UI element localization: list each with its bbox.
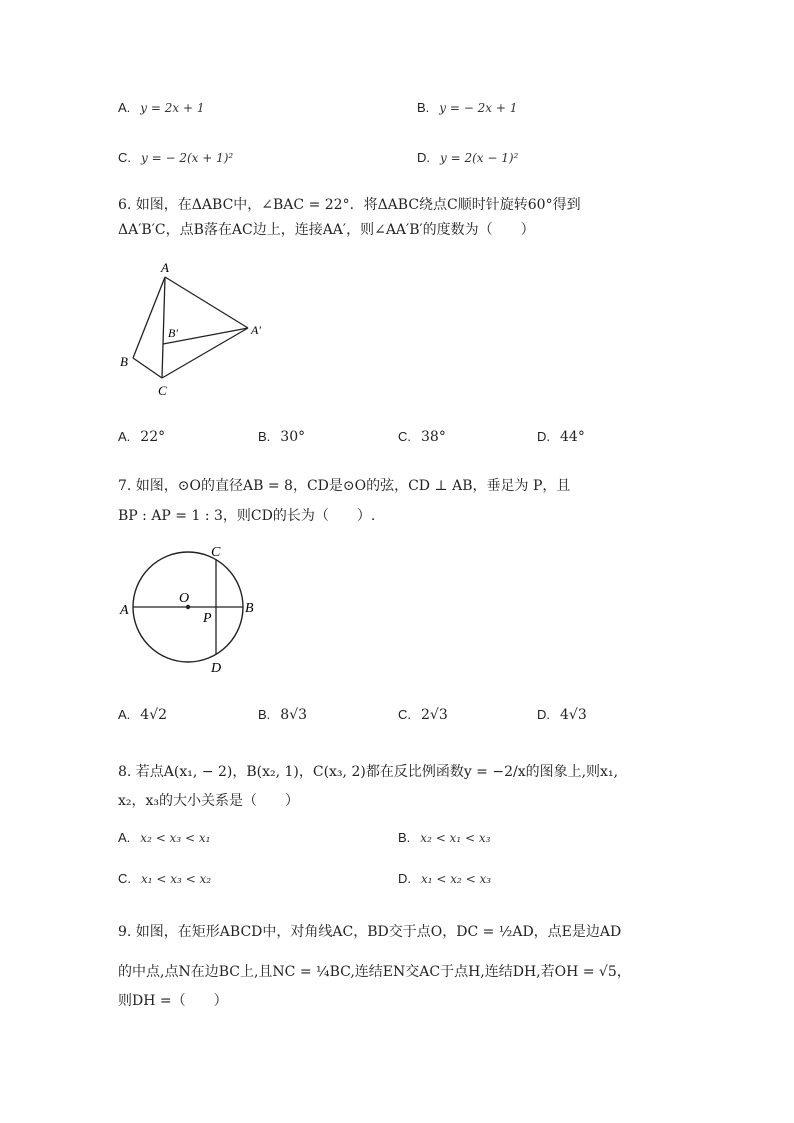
option-label: D. — [537, 429, 550, 444]
option-label: B. — [398, 830, 411, 845]
label-o: O — [179, 591, 190, 606]
q6-option-c[interactable] — [398, 427, 446, 447]
q7-option-d[interactable] — [537, 705, 587, 725]
label-c: C — [158, 383, 167, 398]
option-label: C. — [398, 707, 411, 722]
q7-option-b[interactable] — [258, 705, 307, 725]
option-text: x₁ < x₂ < x₃ — [421, 872, 492, 886]
q5-option-b[interactable] — [417, 98, 517, 118]
option-text: 44° — [560, 429, 585, 445]
q6-option-a[interactable] — [118, 427, 165, 447]
segment-ac — [162, 277, 165, 378]
label-c: C — [211, 545, 221, 560]
q9-stem-line2: 的中点,点N在边BC上,且NC = ¼BC,连结EN交AC于点H,连结DH,若OH = √5， — [118, 964, 631, 980]
q7-figure — [115, 540, 275, 680]
segment-bc — [133, 358, 162, 378]
q8-option-d[interactable] — [398, 869, 491, 889]
option-text: y = − 2(x + 1)² — [141, 151, 234, 165]
q6-figure — [112, 258, 282, 403]
option-label: C. — [118, 871, 131, 886]
q6-option-d[interactable] — [537, 427, 585, 447]
option-label: D. — [417, 150, 430, 165]
option-text: 30° — [280, 429, 306, 445]
q8-option-b[interactable] — [398, 828, 490, 848]
q7-stem-line1: 7. 如图，⊙O的直径AB = 8，CD是⊙O的弦，CD ⊥ AB，垂足为 P，且 — [118, 478, 571, 494]
option-text: x₂ < x₁ < x₃ — [420, 831, 491, 845]
q5-option-c[interactable] — [118, 148, 233, 168]
option-text: y = − 2x + 1 — [439, 101, 518, 115]
option-text: 22° — [140, 429, 166, 445]
option-text: 4√3 — [560, 707, 587, 723]
q6-option-b[interactable] — [258, 427, 305, 447]
q7-option-a[interactable] — [118, 705, 167, 725]
q7-option-c[interactable] — [398, 705, 448, 725]
q5-option-d[interactable] — [417, 148, 518, 168]
label-a: A — [161, 260, 169, 275]
label-a-prime: A′ — [251, 323, 261, 337]
label-d: D — [211, 661, 222, 676]
q6-stem-line2: ΔA′B′C，点B落在AC边上，连接AA′，则∠AA′B′的度数为（ ） — [118, 222, 535, 238]
option-label: D. — [537, 707, 550, 722]
label-a: A — [120, 603, 129, 618]
label-p: P — [203, 611, 212, 626]
option-text: y = 2(x − 1)² — [440, 151, 519, 165]
q6-stem-line1: 6. 如图，在ΔABC中，∠BAC = 22°．将ΔABC绕点C顺时针旋转60°得到 — [118, 197, 581, 213]
option-label: C. — [118, 150, 131, 165]
option-label: C. — [398, 429, 411, 444]
option-text: 8√3 — [280, 707, 308, 723]
option-text: x₂ < x₃ < x₁ — [140, 831, 211, 845]
option-label: A. — [118, 707, 131, 722]
label-b-prime: B′ — [168, 326, 178, 340]
label-b: B — [120, 354, 128, 369]
option-text: y = 2x + 1 — [140, 101, 205, 115]
option-label: A. — [118, 429, 131, 444]
q8-option-a[interactable] — [118, 828, 210, 848]
segment-ab — [133, 277, 165, 358]
q7-stem-line2: BP : AP = 1 : 3，则CD的长为（ ）. — [118, 508, 376, 524]
option-label: A. — [118, 100, 131, 115]
option-label: B. — [258, 707, 271, 722]
option-text: x₁ < x₃ < x₂ — [141, 872, 212, 886]
label-b: B — [245, 601, 254, 616]
option-label: B. — [258, 429, 271, 444]
option-label: B. — [417, 100, 430, 115]
q9-stem-line1: 9. 如图，在矩形ABCD中，对角线AC，BD交于点O，DC = ½AD，点E是边AD — [118, 924, 622, 940]
option-text: 2√3 — [421, 707, 448, 723]
q9-stem-line3: 则DH =（ ） — [118, 993, 228, 1009]
q8-option-c[interactable] — [118, 869, 211, 889]
segment-aap — [165, 277, 248, 328]
option-label: A. — [118, 830, 131, 845]
option-text: 4√2 — [140, 707, 168, 723]
q8-stem-line2: x₂，x₃的大小关系是（ ） — [118, 793, 300, 809]
option-text: 38° — [421, 429, 446, 445]
q8-stem-line1: 8. 若点A(x₁, − 2)，B(x₂, 1)，C(x₃, 2)都在反比例函数y = −2/x的图象上,则x₁, — [118, 764, 619, 780]
option-label: D. — [398, 871, 411, 886]
q5-option-a[interactable] — [118, 98, 204, 118]
